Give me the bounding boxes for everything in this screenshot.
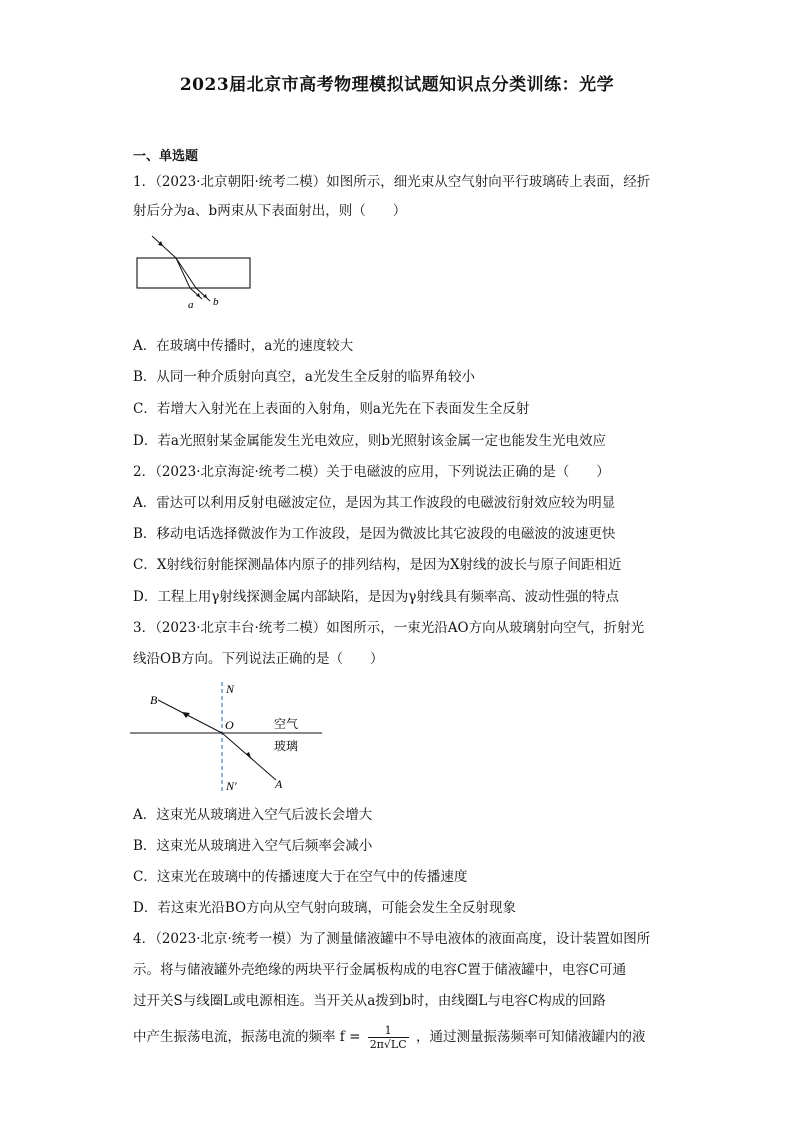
q2-option-c: C．X射线衍射能探测晶体内原子的排列结构，是因为X射线的波长与原子间距相近 <box>133 557 622 573</box>
q2-line1: 2．（2023·北京海淀·统考二模）关于电磁波的应用，下列说法正确的是（ ） <box>133 464 610 480</box>
section-heading: 一、单选题 <box>133 149 199 164</box>
q3-label-glass: 玻璃 <box>274 739 299 753</box>
q3-label-o: O <box>225 718 234 732</box>
q3-option-a: A．这束光从玻璃进入空气后波长会增大 <box>133 807 373 823</box>
q3-label-a: A <box>275 777 283 791</box>
formula-denominator: 2π√LC <box>369 1038 407 1051</box>
q3-option-b: B．这束光从玻璃进入空气后频率会减小 <box>133 838 373 854</box>
q3-option-d: D．若这束光沿BO方向从空气射向玻璃，可能会发生全反射现象 <box>133 900 517 916</box>
q3-refraction-figure <box>130 680 330 795</box>
q1-line1: 1．（2023·北京朝阳·统考二模）如图所示，细光束从空气射向平行玻璃砖上表面，经折 <box>133 174 651 190</box>
q3-label-air: 空气 <box>274 717 299 731</box>
q4-line2: 示。将与储液罐外壳绝缘的两块平行金属板构成的电容C置于储液罐中，电容C可通 <box>133 962 627 978</box>
q3-label-n: N <box>226 682 235 696</box>
q3-label-b: B <box>150 693 158 707</box>
q2-option-a: A．雷达可以利用反射电磁波定位，是因为其工作波段的电磁波衍射效应较为明显 <box>133 495 616 511</box>
q4-line4-post: ，通过测量振荡频率可知储液罐内的液 <box>415 1029 646 1045</box>
q1-glass-slab-figure <box>130 232 260 312</box>
q4-line3: 过开关S与线圈L或电源相连。当开关从a拨到b时，由线圈L与电容C构成的回路 <box>133 993 606 1009</box>
q1-option-c: C．若增大入射光在上表面的入射角，则a光先在下表面发生全反射 <box>133 401 530 417</box>
q3-line2: 线沿OB方向。下列说法正确的是（ ） <box>133 651 384 667</box>
q4-line1: 4．（2023·北京·统考一模）为了测量储液罐中不导电液体的液面高度，设计装置如图所 <box>133 931 651 947</box>
frequency-formula <box>368 1024 409 1051</box>
q3-line1: 3．（2023·北京丰台·统考二模）如图所示，一束光沿AO方向从玻璃射向空气，折射光 <box>133 620 645 636</box>
q1-option-d: D．若a光照射某金属能发生光电效应，则b光照射该金属一定也能发生光电效应 <box>133 433 607 449</box>
q2-option-b: B．移动电话选择微波作为工作波段，是因为微波比其它波段的电磁波的波速更快 <box>133 526 616 542</box>
q3-option-c: C．这束光在玻璃中的传播速度大于在空气中的传播速度 <box>133 869 468 885</box>
q1-label-a: a <box>188 299 194 311</box>
q1-label-b: b <box>213 296 219 308</box>
q4-line4-pre: 中产生振荡电流，振荡电流的频率 f = <box>133 1029 361 1045</box>
formula-numerator: 1 <box>368 1024 409 1038</box>
page-title: 2023届北京市高考物理模拟试题知识点分类训练：光学 <box>179 75 615 95</box>
q1-option-a: A．在玻璃中传播时，a光的速度较大 <box>133 338 354 354</box>
q1-line2: 射后分为a、b两束从下表面射出，则（ ） <box>133 203 407 219</box>
q1-option-b: B．从同一种介质射向真空，a光发生全反射的临界角较小 <box>133 369 475 385</box>
q2-option-d: D．工程上用γ射线探测金属内部缺陷，是因为γ射线具有频率高、波动性强的特点 <box>133 589 619 605</box>
q3-label-n-prime: N′ <box>226 779 237 793</box>
q4-line4 <box>133 1024 645 1051</box>
